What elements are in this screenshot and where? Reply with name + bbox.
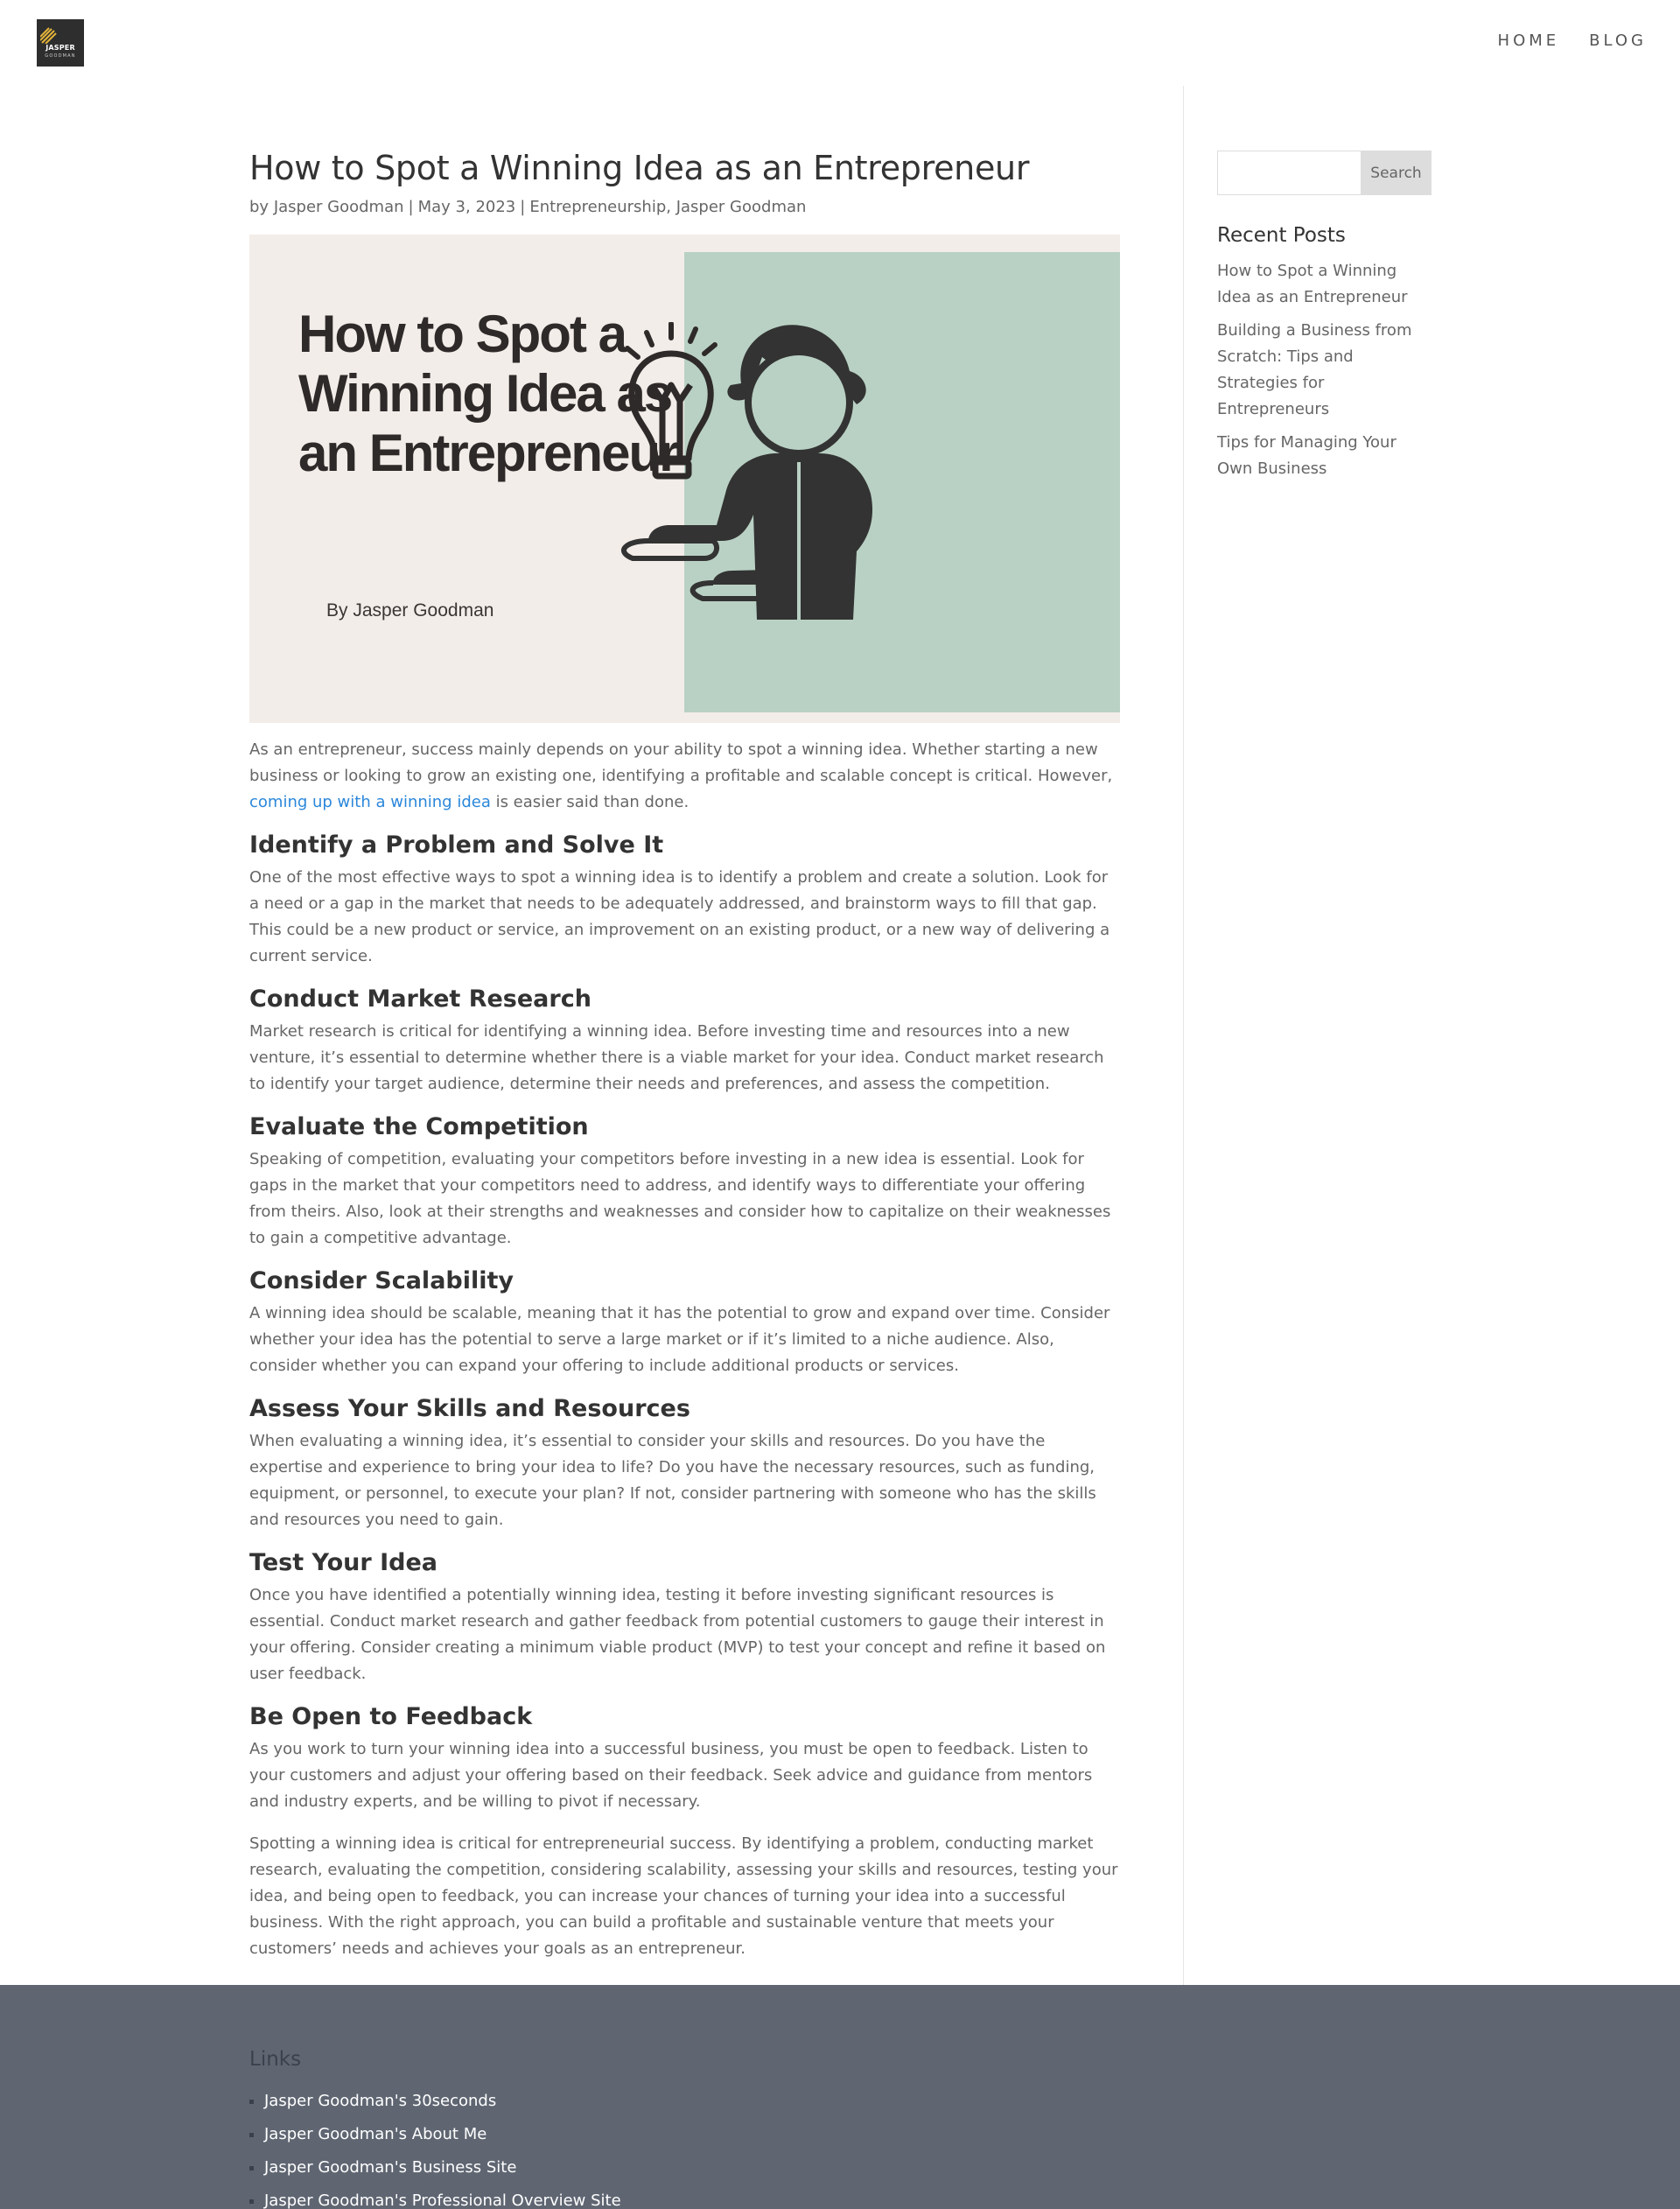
winning-idea-link[interactable]: coming up with a winning idea [249,793,491,811]
meta-date: May 3, 2023 [417,198,516,216]
intro-text-end: is easier said than done. [490,793,690,811]
section-paragraph: A winning idea should be scalable, meaning that it has the potential to grow and expand over time. Consider whether your idea has the potential to serve a large market or if it’s limited to a niche audience. Also, consider whether you can expand your offering to include additional products or services. [249,1304,1110,1375]
site-logo[interactable] [37,19,84,67]
intro-paragraph [249,737,1120,816]
post-article [249,145,1120,1962]
recent-post-link[interactable]: How to Spot a Winning Idea as an Entrepreneur [1217,262,1408,306]
meta-by: by [249,198,270,216]
section-heading: Be Open to Feedback [249,1703,533,1730]
entrepreneur-lightbulb-illustration [591,322,1011,707]
section-paragraph: One of the most effective ways to spot a winning idea is to identify a problem and create a solution. Look for a need or a gap in the market that needs to be adequately addressed, and brainstorm ways to fill that gap. This could be a new product or service, an improvement on an existing product, or a new way of delivering a current service. [249,868,1110,965]
featured-image [249,235,1120,723]
section-heading: Evaluate the Competition [249,1113,589,1140]
meta-separator: | [408,198,414,216]
person-illustration [624,325,872,620]
recent-post-link[interactable]: Tips for Managing Your Own Business [1217,433,1396,478]
meta-category-link[interactable]: Jasper Goodman [676,198,807,216]
logo-subtitle: GOODMAN [45,53,76,59]
footer-link[interactable]: Jasper Goodman's About Me [249,2118,621,2151]
logo-stripes-icon [40,25,58,44]
search-widget [1217,151,1432,195]
section-heading: Assess Your Skills and Resources [249,1395,690,1422]
search-button[interactable]: Search [1361,151,1432,195]
section-paragraph: Once you have identified a potentially winning idea, testing it before investing significant resources is essential. Conduct market research and gather feedback from potential customers to gauge their interest in your offering. Consider creating a minimum viable product (MVP) to test your concept and refine it based on user feedback. [249,1586,1106,1683]
section-heading: Identify a Problem and Solve It [249,831,664,859]
intro-text: As an entrepreneur, success mainly depends on your ability to spot a winning idea. Whether starting a new business or looking to grow an existing one, identifying a profitable and scalable concept is critical. However, [249,740,1113,785]
conclusion-paragraph: Spotting a winning idea is critical for entrepreneurial success. By identifying a problem, conducting market research, evaluating the competition, considering scalability, assessing your skills and resources, testing your idea, and being open to feedback, you can increase your chances of turning your idea into a successful business. With the right approach, you can build a profitable and sustainable venture that meets your customers’ needs and achieves your goals as an entrepreneur. [249,1834,1118,1958]
sidebar-divider [1183,86,1184,1985]
meta-separator: | [520,198,526,216]
footer-link[interactable]: Jasper Goodman's Professional Overview Site [249,2184,621,2209]
nav-home[interactable]: HOME [1497,32,1560,50]
nav-blog[interactable]: BLOG [1589,32,1647,50]
post-title: How to Spot a Winning Idea as an Entrepreneur [249,149,1030,187]
section-paragraph: When evaluating a winning idea, it’s essential to consider your skills and resources. Do you have the expertise and experience to bring your idea to life? Do you have the necessary resources, such as funding, equipment, or personnel, to execute your plan? If not, consider partnering with someone who has the skills and resources you need to gain. [249,1432,1096,1529]
meta-category-link[interactable]: Entrepreneurship [529,198,667,216]
post-meta: by Jasper Goodman | May 3, 2023 | Entrepreneurship, Jasper Goodman [249,198,807,216]
section-paragraph: As you work to turn your winning idea into a successful business, you must be open to feedback. Listen to your customers and adjust your offering based on their feedback. Seek advice and guidance from mentors and industry experts, and be willing to pivot if necessary. [249,1740,1093,1811]
section-heading: Test Your Idea [249,1549,438,1576]
footer-link[interactable]: Jasper Goodman's Business Site [249,2151,621,2184]
main-nav [1498,32,1647,50]
section-paragraph: Speaking of competition, evaluating your competitors before investing in a new idea is essential. Look for gaps in the market that your competitors need to address, and identify ways to differentiate your offering from theirs. Also, look at their strengths and weaknesses and consider how to capitalize on their weaknesses to gain a competitive advantage. [249,1150,1111,1247]
sidebar [1217,151,1432,489]
section-heading: Conduct Market Research [249,985,592,1013]
lightbulb-icon [632,354,710,476]
recent-posts-list [1217,258,1432,482]
recent-post-link[interactable]: Building a Business from Scratch: Tips and Strategies for Entrepreneurs [1217,321,1412,418]
hero-byline: By Jasper Goodman [326,600,494,621]
section-heading: Consider Scalability [249,1267,514,1294]
footer-link[interactable]: Jasper Goodman's 30seconds [249,2085,621,2118]
site-footer [0,1985,1680,2209]
meta-author-link[interactable]: Jasper Goodman [273,198,404,216]
recent-posts-title: Recent Posts [1217,224,1346,247]
search-input[interactable] [1217,151,1361,195]
footer-links-list [249,2085,621,2209]
site-header [0,0,1680,86]
section-paragraph: Market research is critical for identifying a winning idea. Before investing time and resources into a new venture, it’s essential to determine whether there is a viable market for your idea. Conduct market research to identify your target audience, determine their needs and preferences, and assess the competition. [249,1022,1104,1093]
logo-name: JASPER [46,44,75,52]
footer-links-title: Links [249,2048,302,2071]
hero-title: How to Spot a Winning Idea as an Entrepreneur [298,305,678,482]
